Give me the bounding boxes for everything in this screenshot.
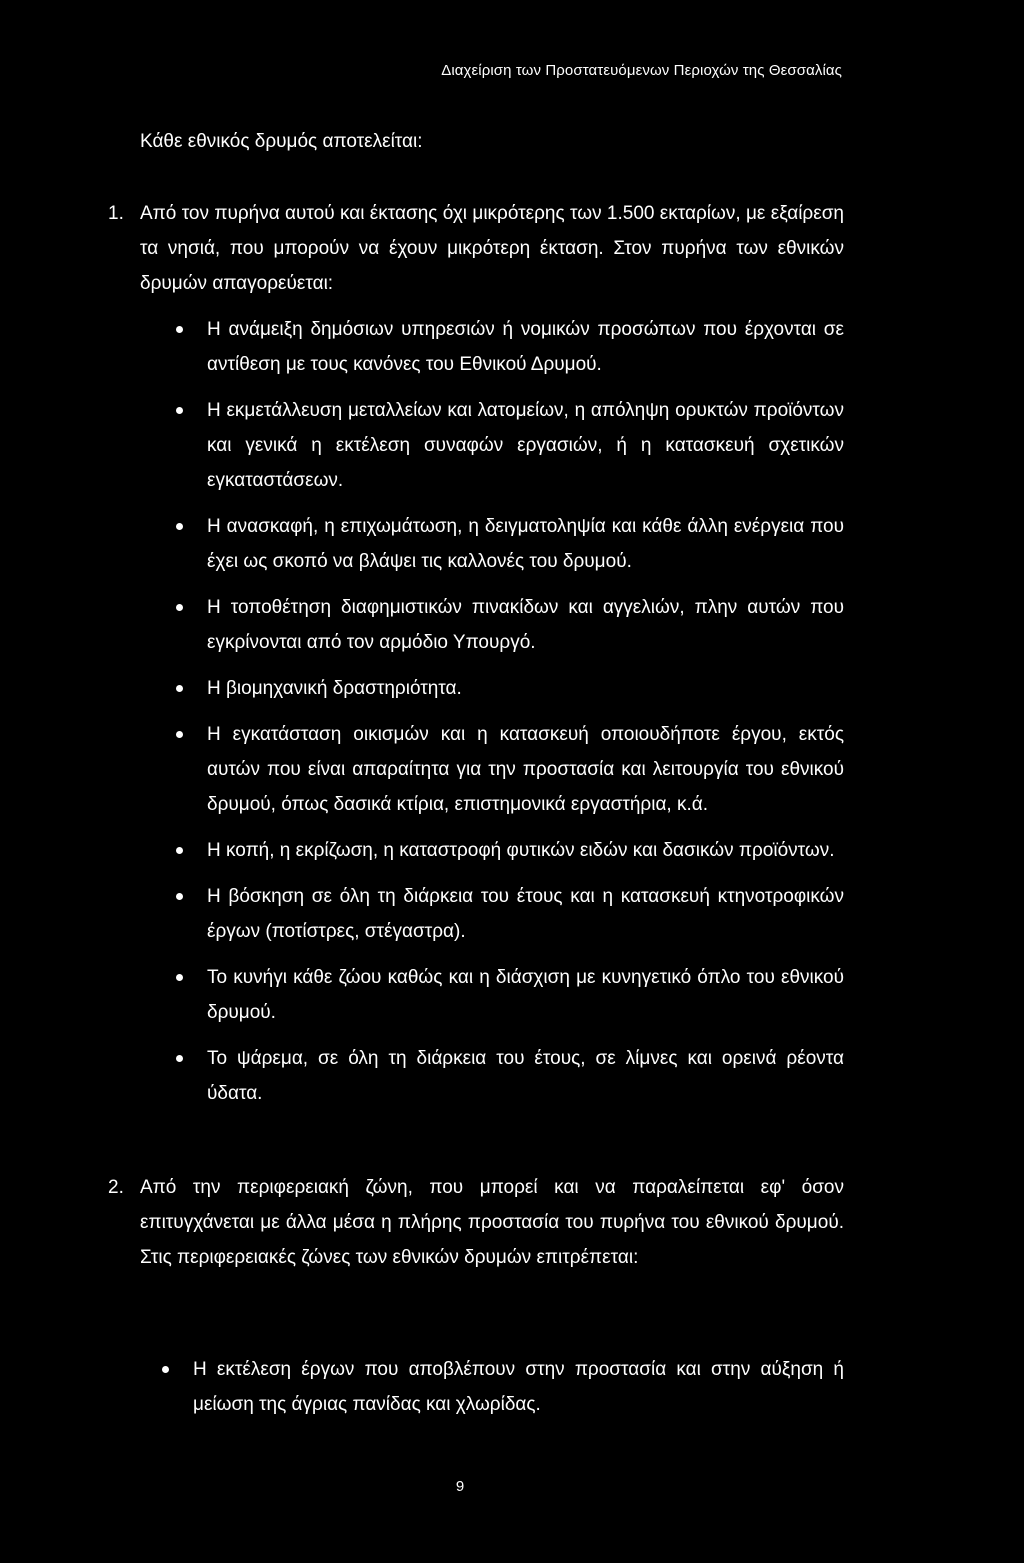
running-header: Διαχείριση των Προστατευόμενων Περιοχών της Θεσσαλίας xyxy=(441,62,842,79)
list-number-1: 1. xyxy=(108,203,124,224)
list-item-text: Το ψάρεμα, σε όλη τη διάρκεια του έτους, σε λίμνες και ορεινά ρέοντα ύδατα. xyxy=(207,1048,844,1104)
list-item xyxy=(160,671,844,706)
list-item xyxy=(160,590,844,660)
list-item xyxy=(160,833,844,868)
list-item-text: Η εγκατάσταση οικισμών και η κατασκευή οποιουδήποτε έργου, εκτός αυτών που είναι απαραίτητα για την προστασία και λειτουργία του εθνικού δρυμού, όπως δασικά κτίρια, επιστημονικά εργαστήρια, κ.ά. xyxy=(207,724,844,815)
page-number: 9 xyxy=(455,1478,465,1495)
bullet-icon xyxy=(176,604,183,611)
intro-sentence: Κάθε εθνικός δρυμός αποτελείται: xyxy=(140,131,423,152)
bullet-icon xyxy=(162,1366,169,1373)
list-item-text: Η εκμετάλλευση μεταλλείων και λατομείων, η απόληψη ορυκτών προϊόντων και γενικά η εκτέλεση συναφών εργασιών, ή η κατασκευή σχετικών εγκαταστάσεων. xyxy=(207,400,844,491)
bullet-icon xyxy=(176,326,183,333)
list-item-text: Η κοπή, η εκρίζωση, η καταστροφή φυτικών ειδών και δασικών προϊόντων. xyxy=(207,840,835,861)
list-item-text: Το κυνήγι κάθε ζώου καθώς και η διάσχιση με κυνηγετικό όπλο του εθνικού δρυμού. xyxy=(207,967,844,1023)
bullet-icon xyxy=(176,893,183,900)
list-item xyxy=(160,509,844,579)
bullet-icon xyxy=(176,847,183,854)
list-item-text: Η τοποθέτηση διαφημιστικών πινακίδων και αγγελιών, πλην αυτών που εγκρίνονται από τον αρμόδιο Υπουργό. xyxy=(207,597,844,653)
list-item xyxy=(160,960,844,1030)
bullet-icon xyxy=(176,731,183,738)
list-item xyxy=(160,717,844,822)
bullet-icon xyxy=(176,407,183,414)
bullet-icon xyxy=(176,685,183,692)
list-item xyxy=(146,1352,844,1422)
bullet-icon xyxy=(176,1055,183,1062)
item-1-text: Από τον πυρήνα αυτού και έκτασης όχι μικρότερης των 1.500 εκταρίων, με εξαίρεση τα νησιά, που μπορούν να έχουν μικρότερη έκταση. Στον πυρήνα των εθνικών δρυμών απαγορεύεται: xyxy=(140,203,844,294)
list-item xyxy=(160,1041,844,1111)
list-number-2: 2. xyxy=(108,1177,124,1198)
list-item xyxy=(160,879,844,949)
list-item xyxy=(160,312,844,382)
bullet-icon xyxy=(176,523,183,530)
item-2-text: Από την περιφερειακή ζώνη, που μπορεί και να παραλείπεται εφ' όσον επιτυγχάνεται με άλλα μέσα η πλήρης προστασία του πυρήνα του εθνικού δρυμού. Στις περιφερειακές ζώνες των εθνικών δρυμών επιτρέπεται: xyxy=(140,1177,844,1268)
list-item-text: Η ανάμειξη δημόσιων υπηρεσιών ή νομικών προσώπων που έρχονται σε αντίθεση με τους κανόνες του Εθνικού Δρυμού. xyxy=(207,319,844,375)
bullet-icon xyxy=(176,974,183,981)
peripheral-zone-list xyxy=(146,1352,844,1422)
list-item-text: Η βόσκηση σε όλη τη διάρκεια του έτους και η κατασκευή κτηνοτροφικών έργων (ποτίστρες, στέγαστρα). xyxy=(207,886,844,942)
list-item xyxy=(160,393,844,498)
list-item-text: Η ανασκαφή, η επιχωμάτωση, η δειγματοληψία και κάθε άλλη ενέργεια που έχει ως σκοπό να βλάψει τις καλλονές του δρυμού. xyxy=(207,516,844,572)
core-prohibitions-list xyxy=(160,312,844,1111)
list-item-text: Η εκτέλεση έργων που αποβλέπουν στην προστασία και στην αύξηση ή μείωση της άγριας πανίδας και χλωρίδας. xyxy=(193,1359,844,1415)
list-item-text: Η βιομηχανική δραστηριότητα. xyxy=(207,678,462,699)
